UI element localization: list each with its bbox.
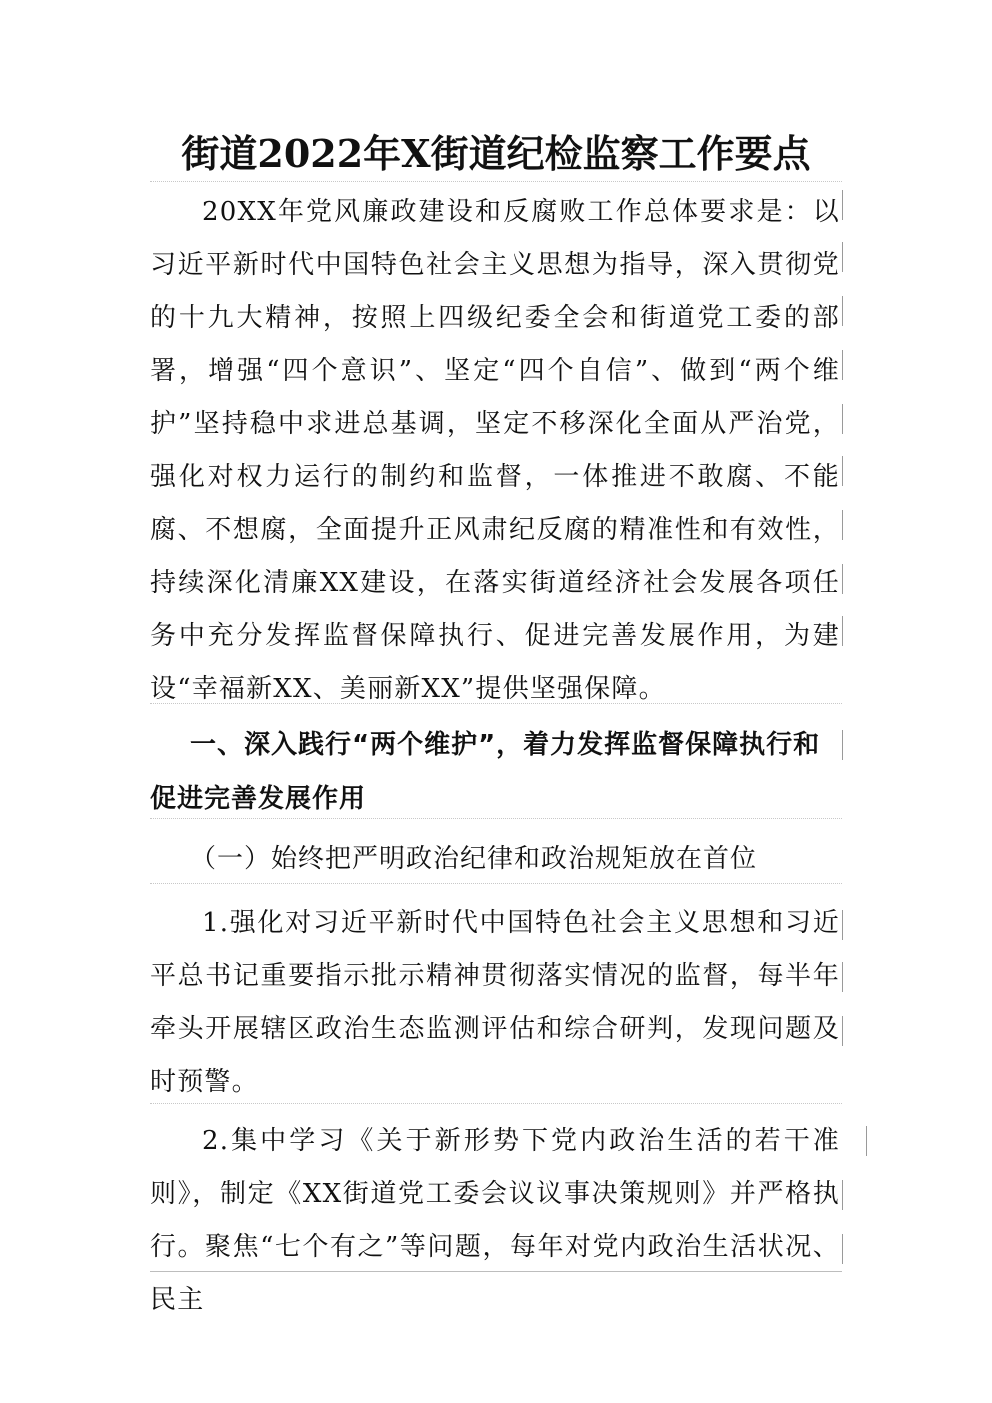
margin-mark	[842, 910, 843, 940]
margin-mark	[866, 1126, 867, 1156]
margin-mark	[842, 1234, 843, 1264]
margin-mark	[842, 564, 843, 594]
subsection-heading-1: （一）始终把严明政治纪律和政治规矩放在首位	[190, 844, 758, 874]
layout-guide	[150, 883, 842, 884]
margin-mark	[842, 1016, 843, 1046]
margin-mark	[842, 404, 843, 434]
margin-mark	[842, 456, 843, 486]
layout-guide	[150, 818, 842, 819]
intro-paragraph: 20XX年党风廉政建设和反腐败工作总体要求是：以习近平新时代中国特色社会主义思想为指导，深入贯彻党的十九大精神，按照上四级纪委全会和街道党工委的部署，增强“四个意识”、坚定“四个自信”、做到“两个维护”坚持稳中求进总基调，坚定不移深化全面从严治党，强化对权力运行的制约和监督，一体推进不敢腐、不能腐、不想腐，全面提升正风肃纪反腐的精准性和有效性，持续深化清廉XX建设，在落实街道经济社会发展各项任务中充分发挥监督保障执行、促进完善发展作用，为建设“幸福新XX、美丽新XX”提供坚强保障。	[150, 197, 840, 704]
layout-guide	[150, 181, 842, 182]
document-title: 街道2022年X街道纪检监察工作要点	[181, 131, 811, 176]
page-bottom-rule	[150, 1271, 842, 1272]
section-heading-1: 一、深入践行“两个维护”，着力发挥监督保障执行和促进完善发展作用	[150, 730, 821, 814]
margin-mark	[842, 730, 843, 760]
margin-mark	[842, 242, 843, 272]
margin-mark	[842, 962, 843, 992]
item-paragraph-1: 1.强化对习近平新时代中国特色社会主义思想和习近平总书记重要指示批示精神贯彻落实情况的监督，每半年牵头开展辖区政治生态监测评估和综合研判，发现问题及时预警。	[150, 908, 840, 1097]
margin-mark	[842, 510, 843, 540]
margin-mark	[842, 1180, 843, 1210]
margin-mark	[842, 350, 843, 380]
layout-guide	[150, 703, 842, 704]
margin-mark	[842, 296, 843, 326]
margin-mark	[842, 616, 843, 646]
layout-guide	[150, 1103, 842, 1104]
item-paragraph-2: 2.集中学习《关于新形势下党内政治生活的若干准则》，制定《XX街道党工委会议议事决策规则》并严格执行。聚焦“七个有之”等问题，每年对党内政治生活状况、民主	[150, 1126, 840, 1315]
margin-mark	[842, 190, 843, 220]
